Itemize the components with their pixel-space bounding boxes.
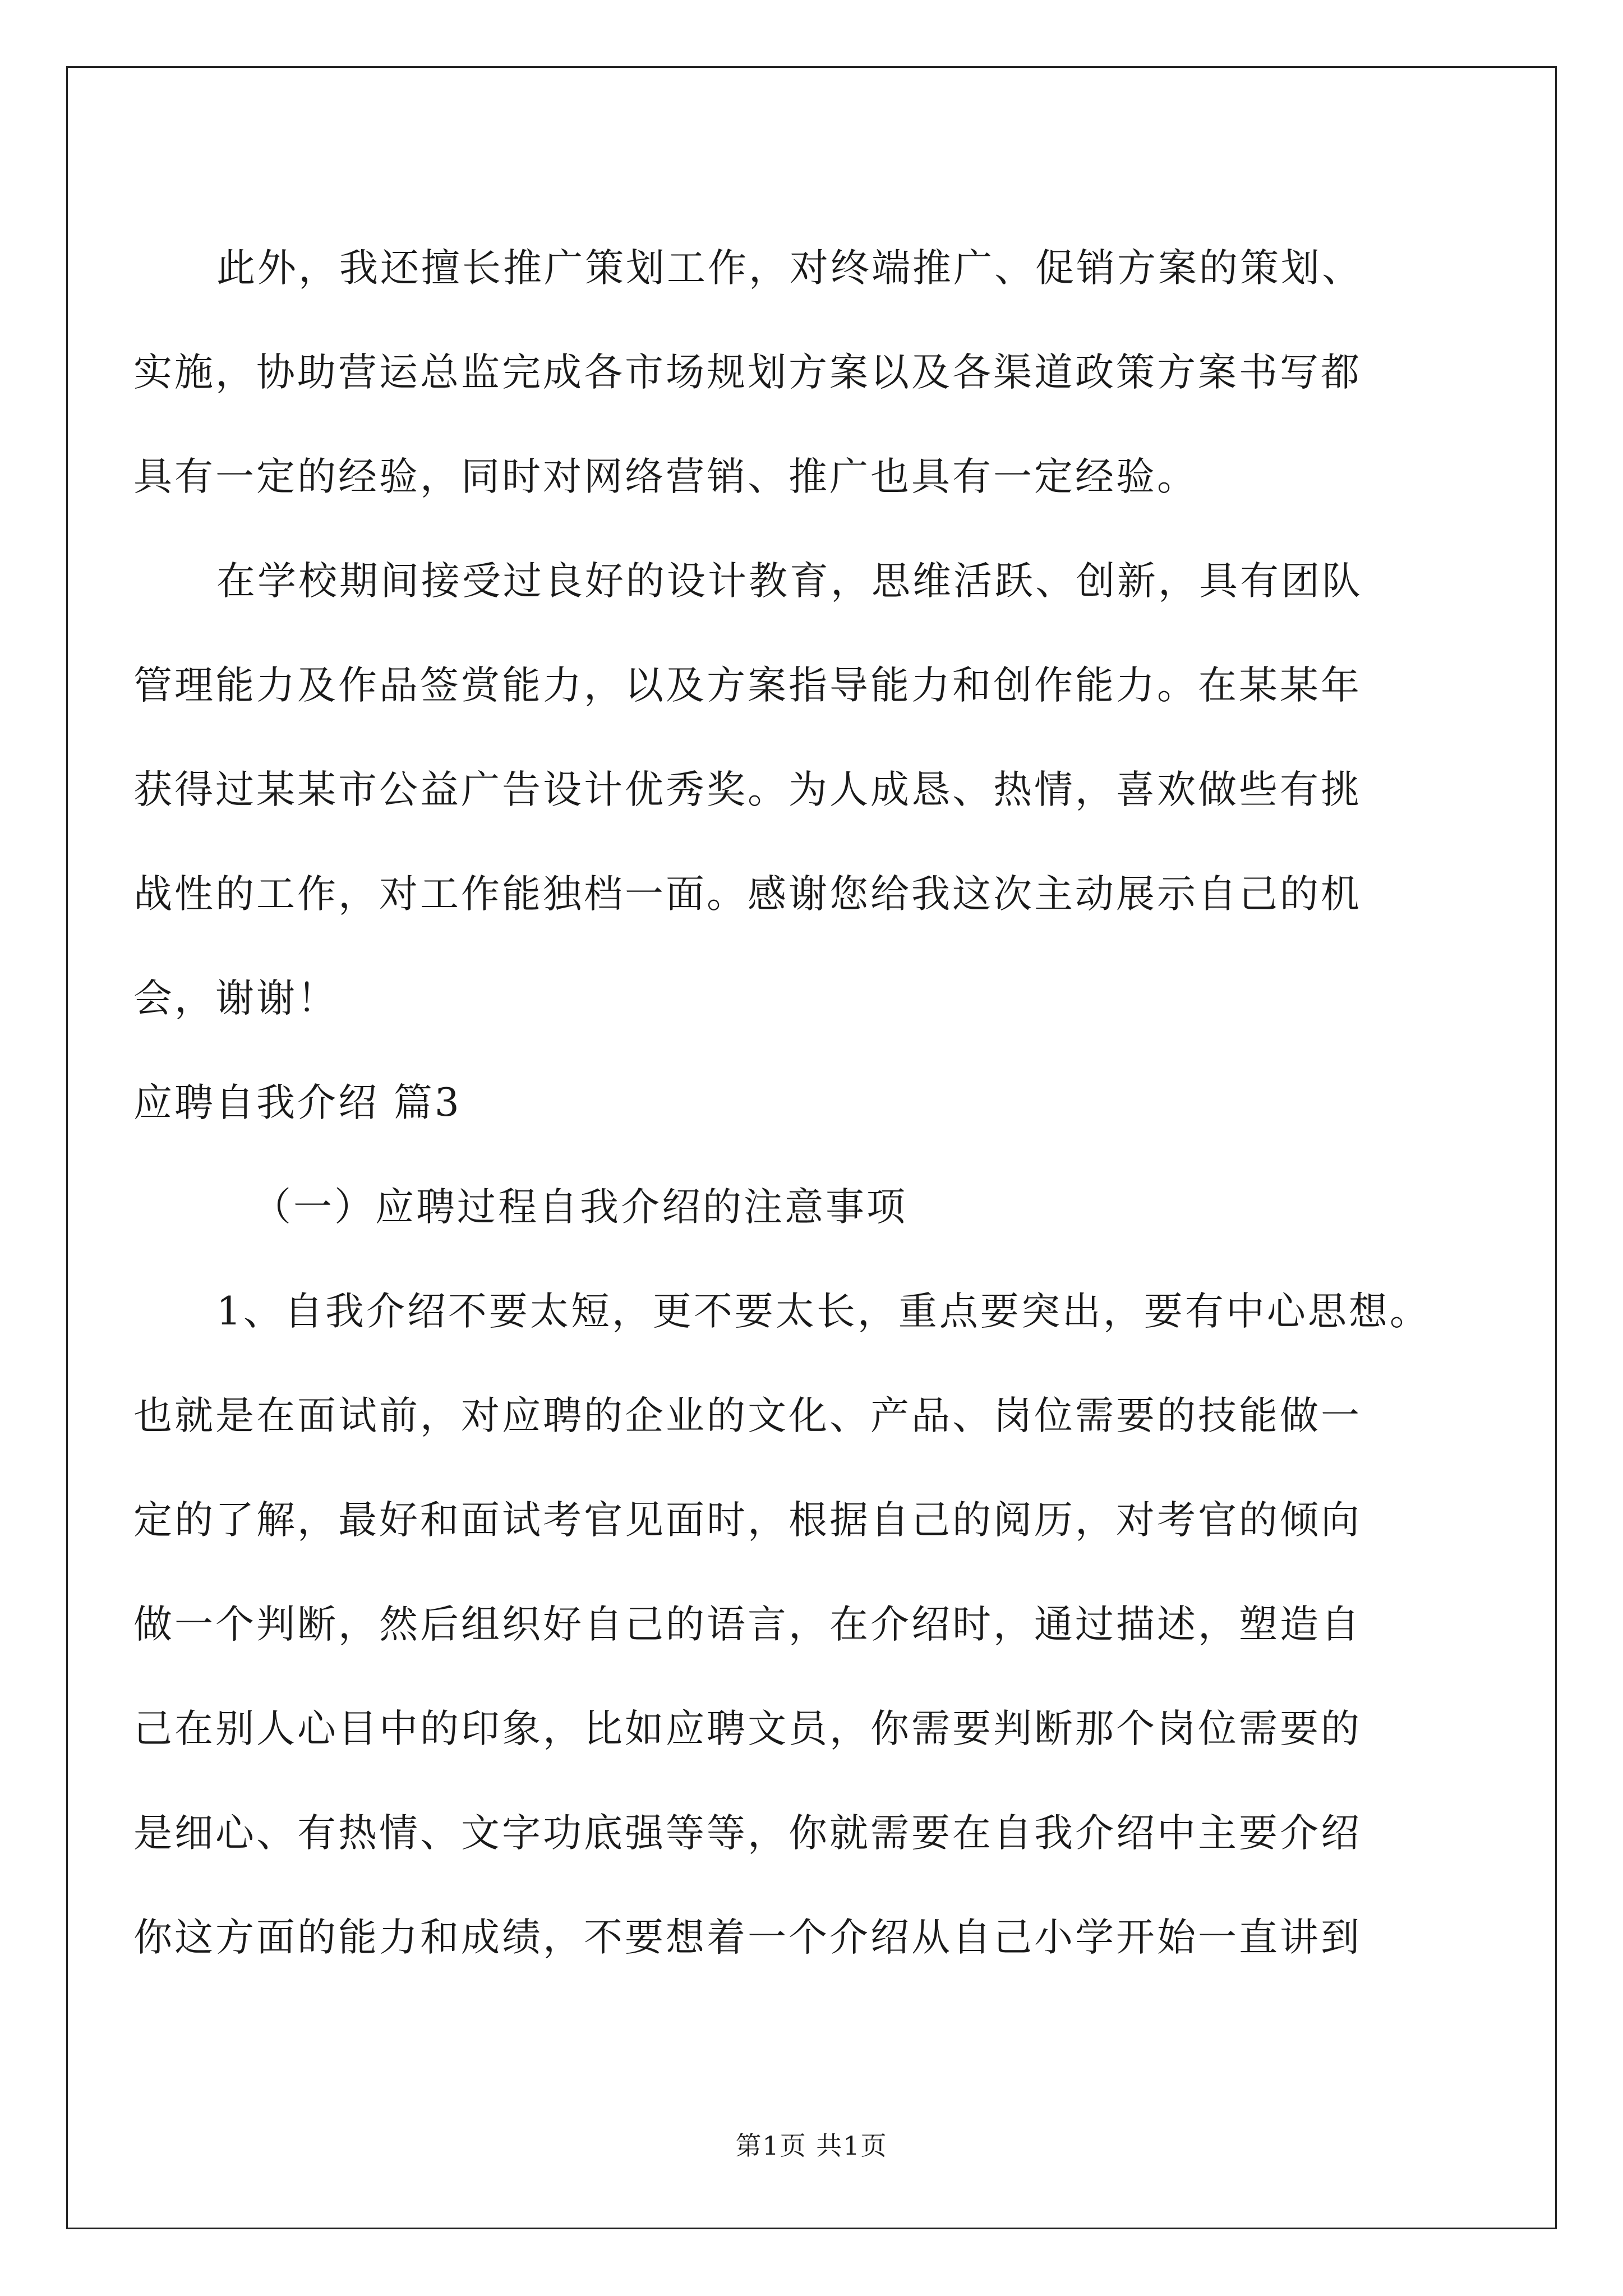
page-number-footer: 第1页 共1页 [735, 2131, 888, 2161]
paragraph-line: 具有一定的经验，同时对网络营销、推广也具有一定经验。 [133, 454, 1198, 499]
document-body [133, 216, 1491, 1990]
paragraph-line: 获得过某某市公益广告设计优秀奖。为人成恳、热情，喜欢做些有挑 [133, 767, 1362, 812]
paragraph-line: 实施，协助营运总监完成各市场规划方案以及各渠道政策方案书写都 [133, 350, 1362, 395]
section-heading: 应聘自我介绍 篇3 [133, 1080, 462, 1125]
paragraph-line: 管理能力及作品签赏能力，以及方案指导能力和创作能力。在某某年 [133, 663, 1362, 708]
paragraph-line: 是细心、有热情、文字功底强等等，你就需要在自我介绍中主要介绍 [133, 1811, 1362, 1856]
paragraph-line: 在学校期间接受过良好的设计教育，思维活跃、创新，具有团队 [216, 559, 1363, 604]
paragraph-line: 定的了解，最好和面试考官见面时，根据自己的阅历，对考官的倾向 [133, 1498, 1362, 1543]
paragraph-line: 己在别人心目中的印象，比如应聘文员，你需要判断那个岗位需要的 [133, 1706, 1362, 1751]
subsection-heading: （一）应聘过程自我介绍的注意事项 [252, 1185, 907, 1230]
paragraph-line: 做一个判断，然后组织好自己的语言，在介绍时，通过描述，塑造自 [133, 1602, 1362, 1647]
paragraph-line: 会，谢谢！ [133, 976, 338, 1021]
paragraph-line: 你这方面的能力和成绩，不要想着一个介绍从自己小学开始一直讲到 [133, 1915, 1362, 1960]
paragraph-line: 1、自我介绍不要太短，更不要太长，重点要突出，要有中心思想。 [216, 1289, 1431, 1334]
paragraph-line: 此外，我还擅长推广策划工作，对终端推广、促销方案的策划、 [216, 246, 1363, 291]
paragraph-line: 也就是在面试前，对应聘的企业的文化、产品、岗位需要的技能做一 [133, 1393, 1362, 1438]
paragraph-line: 战性的工作，对工作能独档一面。感谢您给我这次主动展示自己的机 [133, 872, 1362, 917]
